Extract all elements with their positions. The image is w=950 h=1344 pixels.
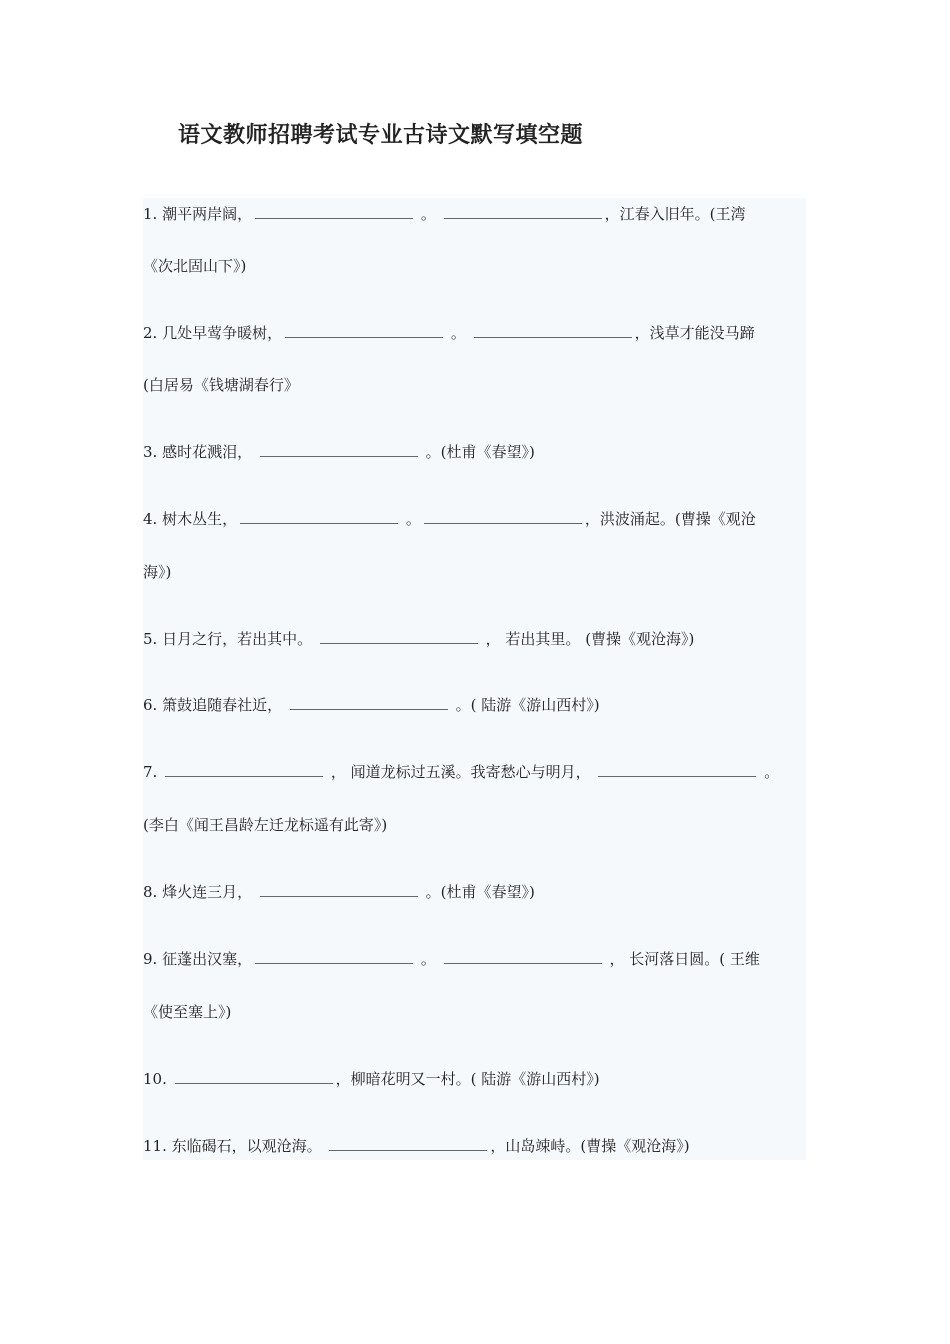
question-7-source: (李白《闻王昌龄左迁龙标遥有此寄》) [143, 816, 388, 834]
answer-blank[interactable] [444, 948, 602, 964]
question-4-line-2 [143, 560, 171, 584]
question-6-text: 。( 陆游《游山西村》) [455, 696, 600, 714]
question-3-text: 3. 感时花溅泪， [143, 443, 253, 461]
question-7-text: 。 [764, 763, 780, 781]
question-5-line-1 [143, 627, 694, 651]
question-9-line-1 [143, 947, 760, 971]
question-2-text: 2. 几处早莺争暖树， [143, 324, 283, 342]
answer-blank[interactable] [260, 441, 418, 457]
question-4-line-1 [143, 507, 756, 531]
answer-blank[interactable] [260, 881, 418, 897]
answer-blank[interactable] [329, 1135, 487, 1151]
question-11-line-1 [143, 1134, 690, 1158]
question-10-line-1 [143, 1067, 600, 1091]
question-2-line-1 [143, 321, 755, 345]
question-2-text: ，浅草才能没马蹄 [634, 324, 755, 342]
question-1-text: 。 [420, 205, 436, 223]
question-7-line-1 [143, 760, 779, 784]
question-list [143, 198, 806, 1160]
question-1-line-2 [143, 254, 246, 278]
question-5-text: ， 若出其里。 (曹操《观沧海》) [485, 630, 695, 648]
question-8-text: 。(杜甫《春望》) [425, 883, 535, 901]
answer-blank[interactable] [175, 1068, 333, 1084]
question-11-text: ，山岛竦峙。(曹操《观沧海》) [490, 1137, 690, 1155]
question-4-text: ，洪波涌起。(曹操《观沧 [584, 510, 756, 528]
question-1-text: ，江春入旧年。(王湾 [604, 205, 746, 223]
question-6-text: 6. 箫鼓追随春社近， [143, 696, 283, 714]
question-9-text: 9. 征蓬出汉塞， [143, 950, 253, 968]
question-9-line-2 [143, 1000, 231, 1024]
answer-blank[interactable] [165, 761, 323, 777]
answer-blank[interactable] [255, 203, 413, 219]
question-8-line-1 [143, 880, 535, 904]
question-8-text: 8. 烽火连三月， [143, 883, 253, 901]
question-4-source: 海》) [143, 563, 172, 581]
answer-blank[interactable] [424, 508, 582, 524]
question-7-text: ， 闻道龙标过五溪。我寄愁心与明月， [330, 763, 591, 781]
question-11-text: 11. 东临碣石，以观沧海。 [143, 1137, 322, 1155]
answer-blank[interactable] [290, 694, 448, 710]
answer-blank[interactable] [598, 761, 756, 777]
answer-blank[interactable] [474, 322, 632, 338]
question-10-text: 10. [143, 1070, 167, 1088]
page-title: 语文教师招聘考试专业古诗文默写填空题 [178, 122, 584, 148]
question-2-line-2 [143, 373, 299, 397]
question-1-line-1 [143, 202, 746, 226]
question-5-text: 5. 日月之行，若出其中。 [143, 630, 313, 648]
answer-blank[interactable] [320, 628, 478, 644]
question-3-text: 。(杜甫《春望》) [425, 443, 535, 461]
answer-blank[interactable] [444, 203, 602, 219]
question-6-line-1 [143, 693, 600, 717]
question-7-line-2 [143, 813, 387, 837]
answer-blank[interactable] [255, 948, 413, 964]
question-1-text: 1. 潮平两岸阔， [143, 205, 253, 223]
question-10-text: ，柳暗花明又一村。( 陆游《游山西村》) [335, 1070, 600, 1088]
answer-blank[interactable] [240, 508, 398, 524]
question-2-text: 。 [450, 324, 466, 342]
question-9-text: ， 长河落日圆。( 王维 [609, 950, 760, 968]
question-2-source: (白居易《钱塘湖春行》 [143, 376, 299, 394]
answer-blank[interactable] [285, 322, 443, 338]
question-4-text: 4. 树木丛生， [143, 510, 238, 528]
question-3-line-1 [143, 440, 535, 464]
question-1-source: 《次北固山下》) [143, 257, 247, 275]
question-7-text: 7. [143, 763, 158, 781]
question-9-text: 。 [420, 950, 436, 968]
question-9-source: 《使至塞上》) [143, 1003, 232, 1021]
question-4-text: 。 [405, 510, 421, 528]
